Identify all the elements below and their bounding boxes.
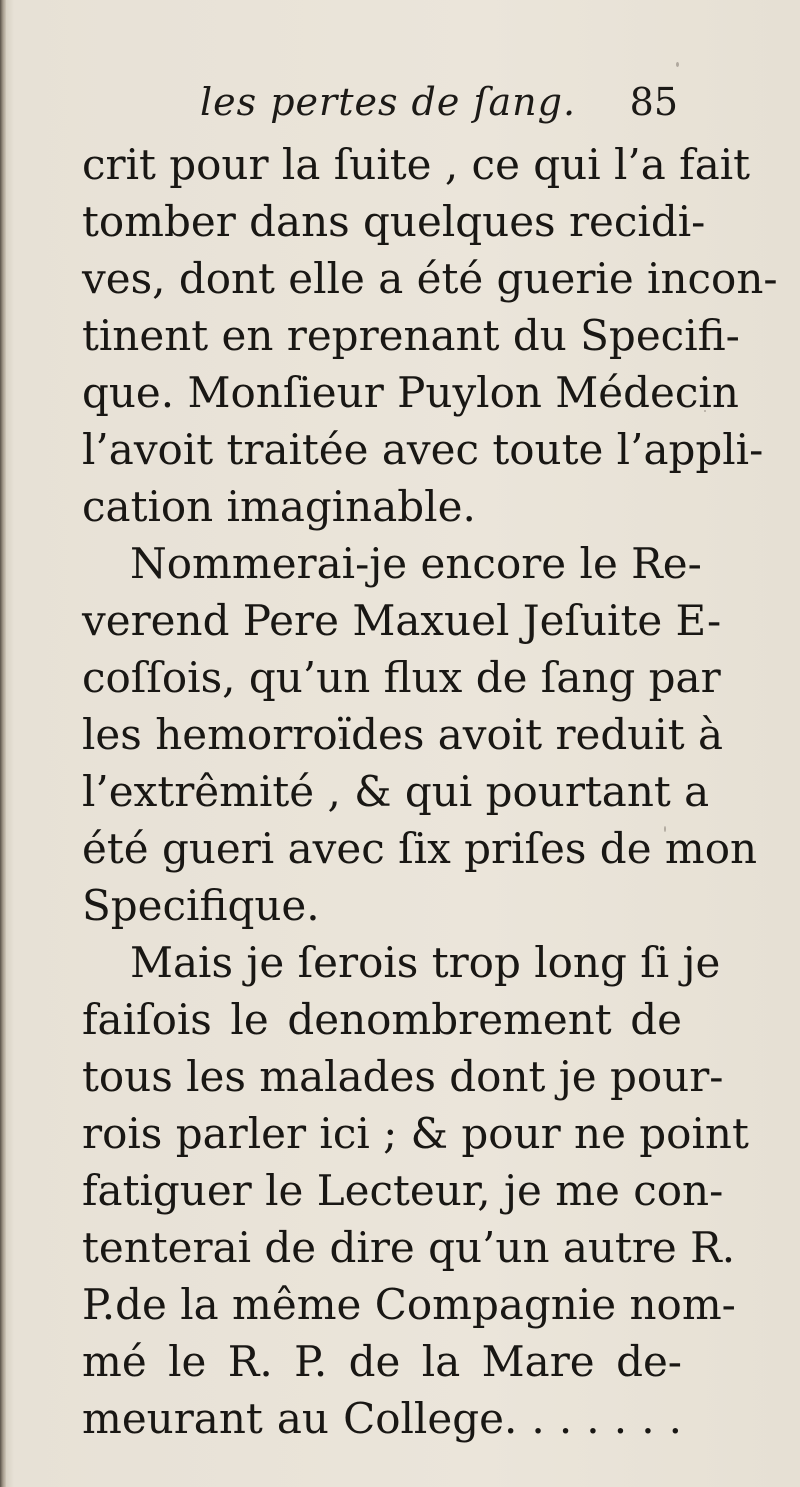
paper-speck: [664, 826, 666, 832]
text-line: crit pour la ſuite , ce qui l’a fait: [82, 140, 751, 189]
text-line: tinent en reprenant du Specifi-: [82, 311, 740, 360]
text-line: tomber dans quelques recidi-: [82, 197, 706, 246]
text-line: tenterai de dire qu’un autre R.: [82, 1223, 736, 1272]
page-spine-edge: [0, 0, 6, 1487]
text-line: cation imaginable.: [82, 482, 476, 531]
text-line: Specifique.: [82, 881, 320, 930]
paper-speck: [340, 738, 342, 741]
text-line: mé le R. P. de la Mare de-: [82, 1337, 682, 1386]
text-line: que. Monſieur Puylon Médecin: [82, 368, 739, 417]
text-line: fatiguer le Lecteur, je me con-: [82, 1166, 724, 1215]
page-number: 85: [629, 80, 678, 124]
text-line: rois parler ici ; & pour ne point: [82, 1109, 749, 1158]
text-line: faiſois le denombrement de: [82, 995, 682, 1044]
text-line: meurant au College. . . . . . .: [82, 1394, 682, 1443]
running-title: les pertes de ſang.: [200, 80, 577, 124]
paper-speck: [704, 410, 706, 412]
text-line: l’avoit traitée avec toute l’appli-: [82, 425, 764, 474]
text-line: coſſois, qu’un flux de ſang par: [82, 653, 721, 702]
page-header: [200, 74, 690, 130]
text-line: les hemorroïdes avoit reduit à: [82, 710, 724, 759]
text-line: P.de la même Compagnie nom-: [82, 1280, 736, 1329]
paragraph-start-line: Mais je ſerois trop long ſi je: [130, 938, 721, 987]
paragraph-start-line: Nommerai-je encore le Re-: [130, 539, 702, 588]
text-line: l’extrêmité , & qui pourtant a: [82, 767, 710, 816]
text-line: tous les malades dont je pour-: [82, 1052, 724, 1101]
text-line: été gueri avec ſix priſes de mon: [82, 824, 758, 873]
text-line: verend Pere Maxuel Jeſuite E-: [82, 596, 722, 645]
text-line: ves, dont elle a été guerie incon-: [82, 254, 778, 303]
body-text: [82, 136, 778, 1447]
paper-speck: [676, 62, 679, 67]
